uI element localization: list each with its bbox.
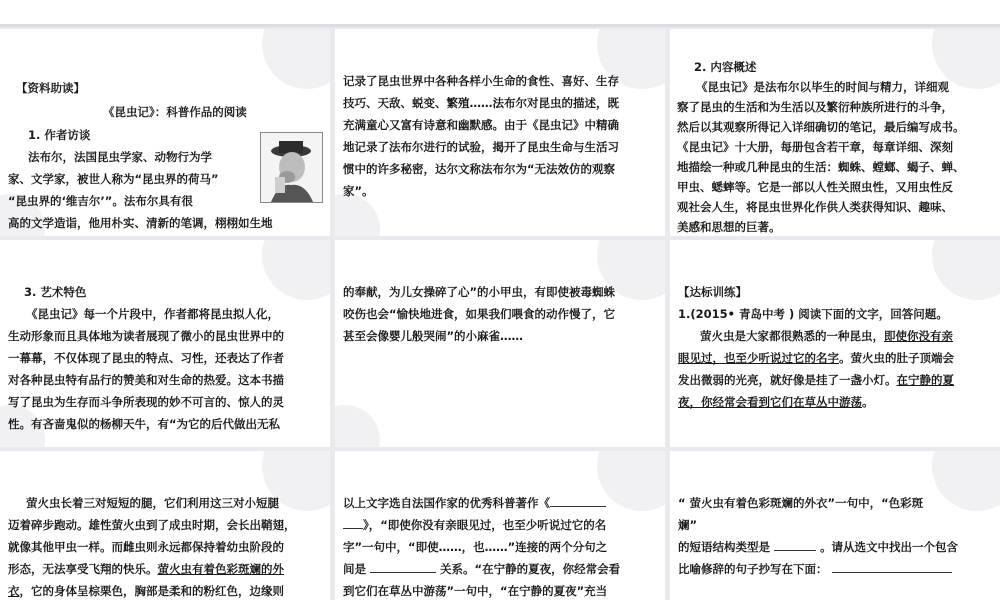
text-line [8,558,284,581]
text-line: 对各种昆虫特有品行的赞美和对生命的热爱。这本书描 [8,373,284,387]
text-span: 萤火虫是大家都很熟悉的一种昆虫， [700,329,884,343]
text-line [678,536,958,559]
text-line: 一幕幕，不仅体现了昆虫的特点、习性，还表达了作者 [8,351,284,365]
text-line: 高的文学造诣，他用朴实、清新的笔调，栩栩如生地 [8,216,273,230]
underlined-text: 衣 [8,584,20,598]
slide-grid [0,29,1000,600]
text-line: 的奉献，为儿女操碎了心”的小甲虫，有即使被毒蜘蛛 [343,285,616,299]
text-span: 以上文字选自法国作家的优秀科普著作《 [343,496,550,510]
text-line: 甲虫、蟋蟀等。它是一部以人性关照虫性，又用虫性反 [677,180,953,194]
slide-6[interactable] [670,240,1000,447]
text-line [678,391,874,414]
text-line: “昆虫界的‘维吉尔’”。法布尔具有很 [8,194,193,208]
text-line [8,580,284,600]
text-span: 的短语结构类型是 [678,540,770,554]
text-span: 。萤火虫的肚子顶端会 [839,351,954,365]
slide-1[interactable] [0,29,330,236]
decor-circle [932,451,1000,511]
underlined-text: 夜，你经常会看到它们在草丛中游荡 [678,395,862,409]
text-line [343,492,606,515]
top-divider [0,24,1000,27]
text-line [678,347,954,370]
text-line: 法布尔，法国昆虫学家、动物行为学 [28,150,212,164]
decor-circle [932,240,1000,300]
slide-subtitle: 《昆虫记》：科普作品的阅读 [103,105,247,119]
decor-circle [262,29,330,89]
text-span: 。 [862,395,874,409]
text-line: 察了昆虫的生活和为生活以及繁衍种族所进行的斗争， [677,100,953,114]
answer-blank[interactable] [343,516,363,529]
text-line: 斓” [678,518,698,532]
decor-circle [597,451,665,511]
text-line: 萤火虫长着三对短短的腿，它们利用这三对小短腿 [26,496,279,510]
decor-circle [335,405,380,447]
text-line: 地描绘一种或几种昆虫的生活：蜘蛛、螳螂、蝎子、蝉、 [677,160,965,174]
question-prompt: 1.(2015• 青岛中考 ) 阅读下面的文字，回答问题。 [678,307,948,321]
text-span: ，它的身体呈棕栗色，胸部是柔和的粉红色，边缘则 [19,584,284,598]
text-line: 家”。 [343,184,374,198]
answer-blank[interactable] [832,560,952,573]
text-line [678,369,954,392]
answer-blank[interactable] [370,560,436,573]
underlined-text: 萤火虫有着色彩斑斓的外 [157,562,284,576]
text-line: 《昆虫记》十大册，每册包含若干章，每章详细、深刻 [677,140,953,154]
text-line: 地记录了法布尔进行的试验，揭开了昆虫生命与生活习 [343,140,619,154]
text-line: 充满童心又富有诗意和幽默感。由于《昆虫记》中精确 [343,118,619,132]
text-line [700,325,953,348]
text-line: 咬伤也会“愉快地进食，如果我们喂食的动作慢了，它 [343,307,616,321]
text-span: 关系。“在宁静的夏夜，你经常会看 [440,562,621,576]
section-title: 【达标训练】 [678,285,747,299]
decor-circle [262,240,330,300]
slide-4[interactable] [0,240,330,447]
section-heading: 1. 作者访谈 [28,128,91,142]
text-span: 间是 [343,562,366,576]
text-line: 字”一句中，“即使……，也……”连接的两个分句之 [343,540,608,554]
slide-7[interactable] [0,451,330,600]
text-span: 形态，无法享受飞翔的快乐。 [8,562,158,576]
text-line: 然后以其观察所得记入详细确切的笔记，最后编写成书。 [677,120,965,134]
text-line: “ 萤火虫有着色彩斑斓的外衣”一句中，“色彩斑 [678,496,924,510]
section-title: 【资料助读】 [16,81,85,95]
text-line: 观社会人生，将昆虫世界化作供人类获得知识、趣味、 [677,200,953,214]
slide-8[interactable] [335,451,665,600]
text-line: 甚至会像婴儿般哭闹”的小麻雀…… [343,329,524,343]
slide-2[interactable] [335,29,665,236]
text-span: 发出微弱的光亮，就好像是挂了一盏小灯。 [678,373,897,387]
text-line: 到它们在草丛中游荡”一句中，“在宁静的夏夜”充当 [343,584,608,598]
text-line: 《昆虫记》每一个片段中，作者都将昆虫拟人化， [26,307,279,321]
underlined-text: 即使你没有亲 [884,329,953,343]
answer-blank[interactable] [550,494,606,507]
text-span: 。请从选文中找出一个包含 [820,540,959,554]
text-line: 迈着碎步跑动。雄性萤火虫到了成虫时期，会长出鞘翅， [8,518,296,532]
text-line: 《昆虫记》是法布尔以毕生的时间与精力，详细观 [696,80,949,94]
text-span: 比喻修辞的句子抄写在下面： [678,562,828,576]
author-portrait [260,132,323,203]
text-line: 家、文学家，被世人称为“昆虫界的荷马” [8,172,219,186]
slide-9[interactable] [670,451,1000,600]
answer-blank[interactable] [774,538,816,551]
section-heading: 2. 内容概述 [694,60,757,74]
text-line: 美感和思想的巨著。 [677,220,781,234]
top-toolbar [0,0,1000,24]
underlined-text: 眼见过，也至少听说过它的名字 [678,351,839,365]
text-line [343,514,606,537]
slide-3[interactable] [670,29,1000,236]
text-line [343,558,620,581]
text-line: 记录了昆虫世界中各种各样小生命的食性、喜好、生存 [343,74,619,88]
section-heading: 3. 艺术特色 [24,285,87,299]
text-line: 技巧、天敌、蜕变、繁殖……法布尔对昆虫的描述，既 [343,96,619,110]
text-span: 》，“即使你没有亲眼见过，也至少听说过它的名 [363,518,607,532]
text-line: 生动形象而且具体地为读者展现了微小的昆虫世界中的 [8,329,284,343]
text-line: 惯中的许多秘密，达尔文称法布尔为“无法效仿的观察 [343,162,616,176]
text-line [678,558,952,581]
slide-5[interactable] [335,240,665,447]
text-line: 就像其他甲虫一样。而雌虫则永远都保持着幼虫阶段的 [8,540,284,554]
text-line: 性。有吝啬鬼似的杨柳天牛，有“为它的后代做出无私 [8,417,281,431]
text-line: 写了昆虫为生存而斗争所表现的妙不可言的、惊人的灵 [8,395,284,409]
underlined-text: 在宁静的夏 [896,373,954,387]
